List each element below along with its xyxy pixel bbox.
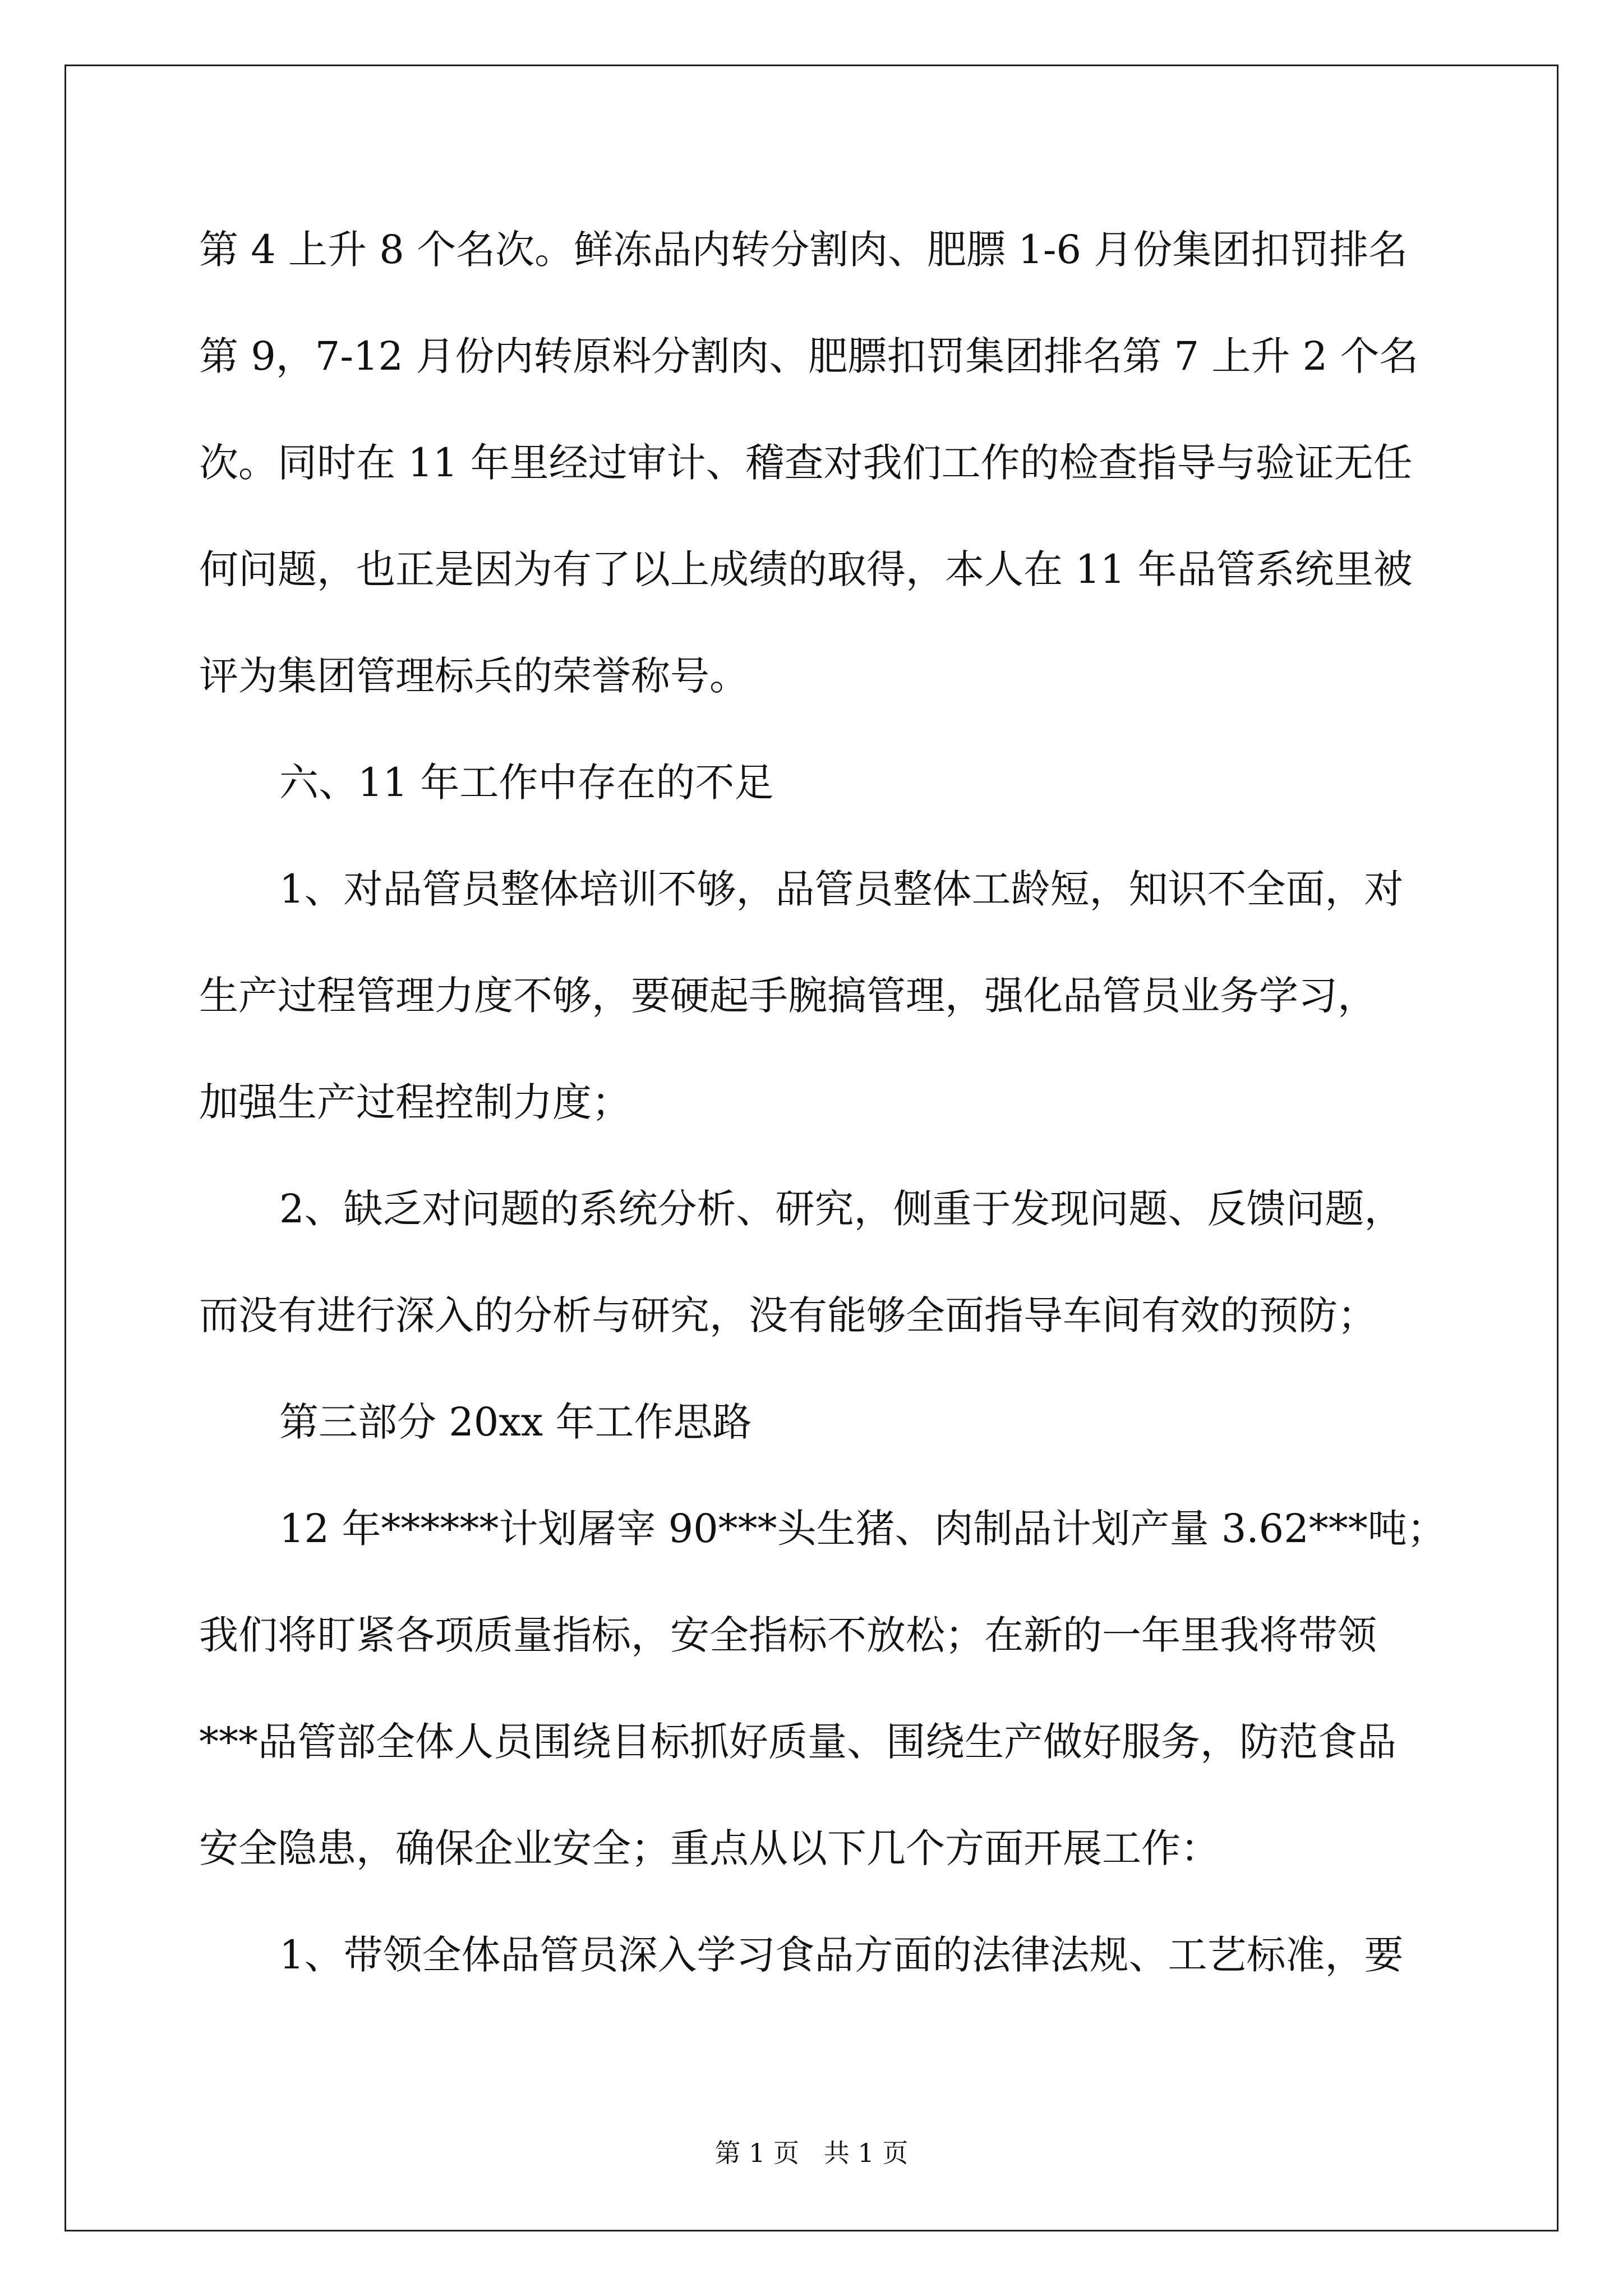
paragraph-line: 2、缺乏对问题的系统分析、研究，侧重于发现问题、反馈问题，: [279, 1186, 1404, 1232]
page-number-footer: 第 1 页 共 1 页: [714, 2138, 909, 2168]
paragraph-line: 次。同时在 11 年里经过审计、稽查对我们工作的检查指导与验证无任: [199, 440, 1413, 486]
paragraph-line: 加强生产过程控制力度；: [199, 1079, 631, 1125]
paragraph-line: 第 4 上升 8 个名次。鲜冻品内转分割肉、肥膘 1-6 月份集团扣罚排名: [199, 227, 1408, 273]
paragraph-line: 何问题，也正是因为有了以上成绩的取得，本人在 11 年品管系统里被: [199, 546, 1413, 592]
section-heading: 第三部分 20xx 年工作思路: [279, 1399, 752, 1445]
page-border: [64, 65, 1559, 2231]
paragraph-line: 12 年******计划屠宰 90***头生猪、肉制品计划产量 3.62***吨；: [279, 1506, 1446, 1552]
paragraph-line: 安全隐患，确保企业安全；重点从以下几个方面开展工作：: [199, 1825, 1220, 1871]
paragraph-line: 生产过程管理力度不够，要硬起手腕搞管理，强化品管员业务学习，: [199, 973, 1377, 1019]
paragraph-line: 而没有进行深入的分析与研究，没有能够全面指导车间有效的预防；: [199, 1292, 1377, 1338]
paragraph-line: 评为集团管理标兵的荣誉称号。: [199, 653, 749, 699]
paragraph-line: 1、带领全体品管员深入学习食品方面的法律法规、工艺标准，要: [279, 1932, 1404, 1978]
paragraph-line: ***品管部全体人员围绕目标抓好质量、围绕生产做好服务，防范食品: [199, 1719, 1396, 1765]
section-heading: 六、11 年工作中存在的不足: [279, 760, 774, 806]
paragraph-line: 我们将盯紧各项质量指标，安全指标不放松；在新的一年里我将带领: [199, 1612, 1377, 1658]
paragraph-line: 1、对品管员整体培训不够，品管员整体工龄短，知识不全面，对: [279, 866, 1404, 912]
paragraph-line: 第 9，7-12 月份内转原料分割肉、肥膘扣罚集团排名第 7 上升 2 个名: [199, 333, 1419, 379]
